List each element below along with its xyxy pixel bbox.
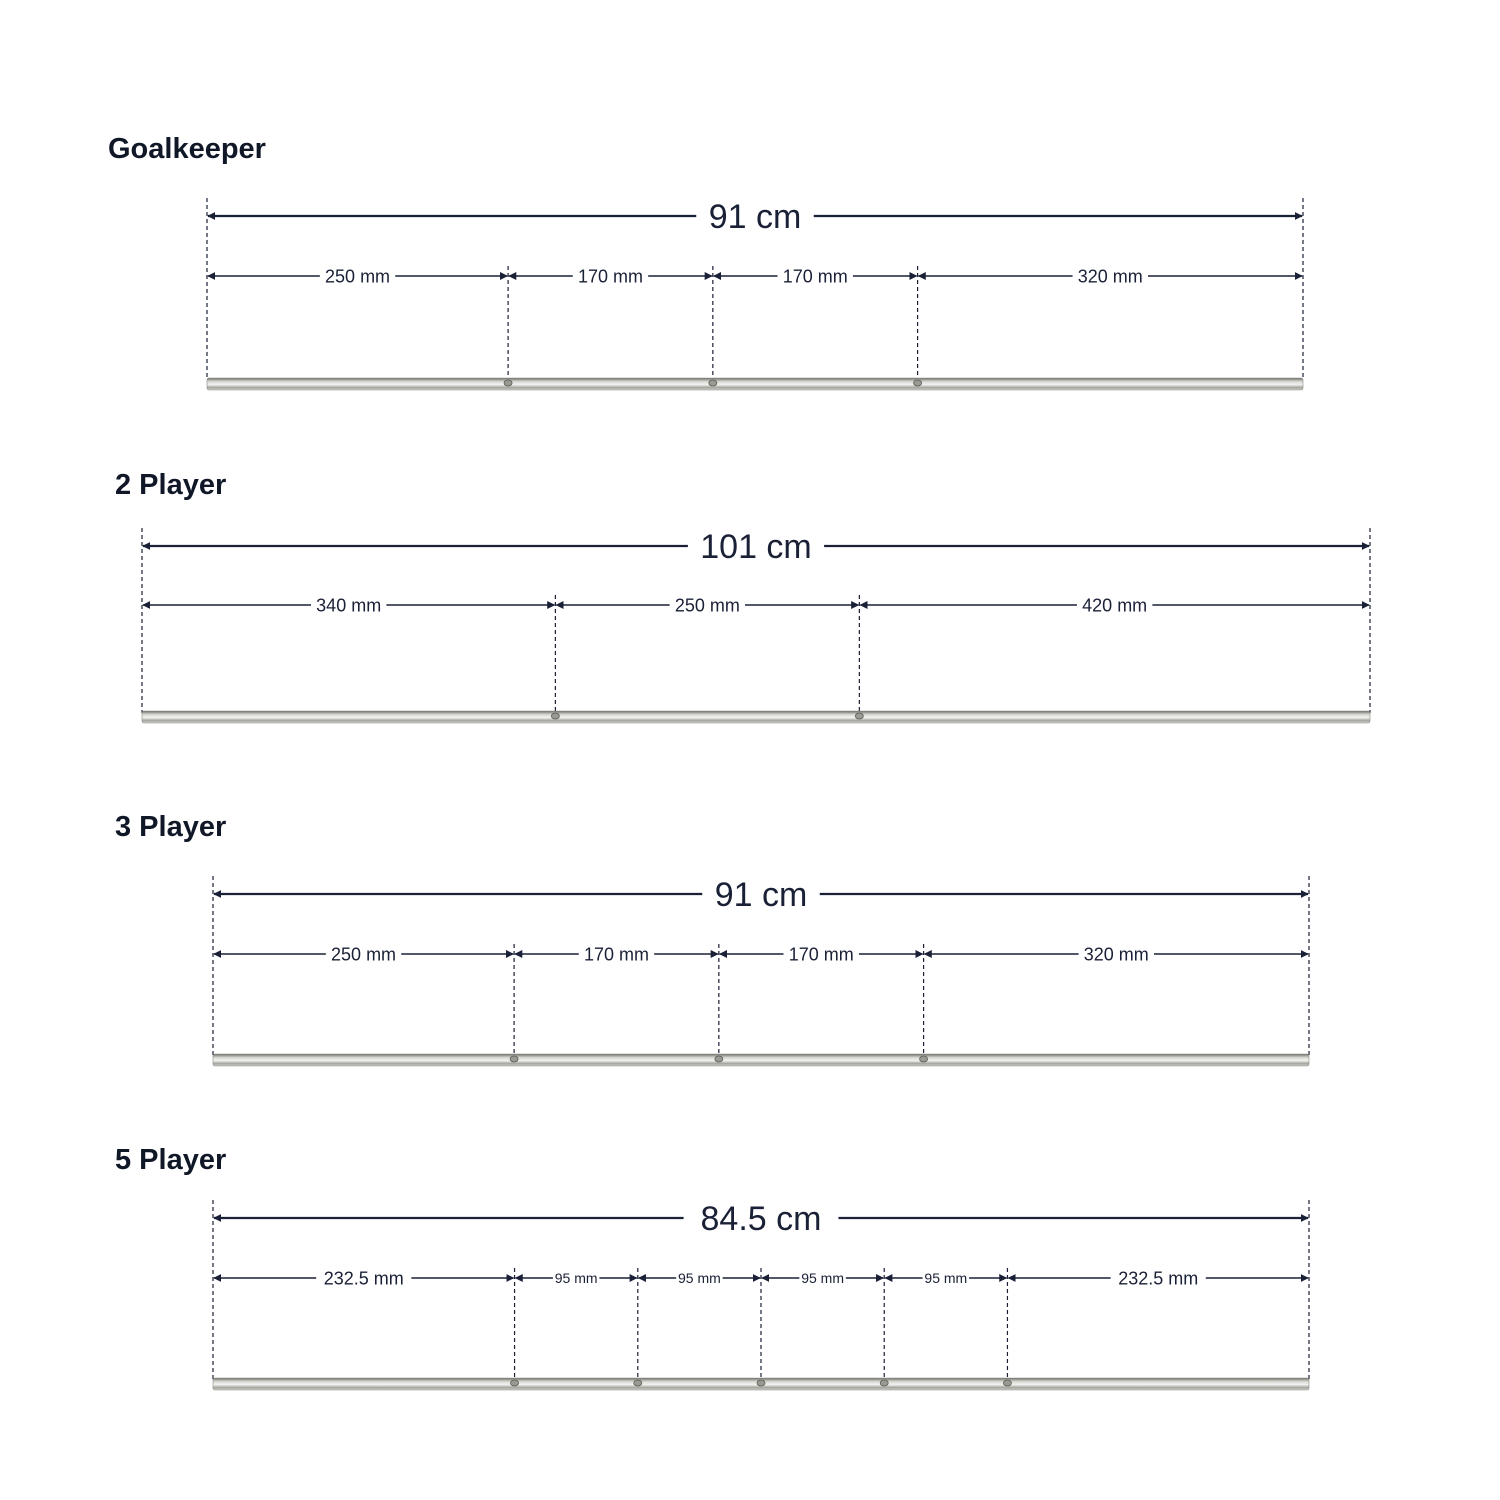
segment-dimension-label: 320 mm: [1083, 944, 1149, 965]
rod-hole: [709, 380, 717, 386]
rod-hole: [511, 1380, 519, 1386]
rod-hole: [504, 380, 512, 386]
rod-hole: [715, 1056, 723, 1062]
segment-dimension-label: 170 mm: [782, 266, 848, 287]
rod-hole: [880, 1380, 888, 1386]
rod-bar: [213, 1054, 1309, 1066]
segment-dimension-label: 95 mm: [677, 1270, 721, 1287]
rod-title: Goalkeeper: [108, 133, 266, 165]
segment-dimension-label: 250 mm: [325, 266, 391, 287]
segment-dimension-label: 170 mm: [788, 944, 854, 965]
rod-hole: [914, 380, 922, 386]
segment-dimension-label: 250 mm: [331, 944, 397, 965]
rod-hole: [1003, 1380, 1011, 1386]
segment-dimension-label: 320 mm: [1077, 266, 1143, 287]
rod-hole: [551, 713, 559, 719]
total-dimension-label: 84.5 cm: [700, 1200, 822, 1239]
rod-bar: [207, 378, 1303, 390]
rod-block-2: [115, 469, 1370, 723]
rod-block-1: [108, 133, 1303, 390]
rod-hole: [855, 713, 863, 719]
rod-title: 5 Player: [115, 1144, 227, 1176]
rod-hole: [634, 1380, 642, 1386]
rod-hole: [510, 1056, 518, 1062]
segment-dimension-label: 170 mm: [583, 944, 649, 965]
segment-dimension-label: 170 mm: [577, 266, 643, 287]
segment-dimension-label: 95 mm: [924, 1270, 968, 1287]
segment-dimension-label: 250 mm: [674, 595, 740, 616]
total-dimension-label: 91 cm: [714, 876, 808, 915]
segment-dimension-label: 340 mm: [316, 595, 382, 616]
rod-block-4: [115, 1144, 1309, 1390]
total-dimension-label: 91 cm: [708, 198, 802, 237]
segment-dimension-label: 232.5 mm: [1118, 1268, 1199, 1289]
rod-hole: [757, 1380, 765, 1386]
rod-title: 3 Player: [115, 811, 227, 843]
rod-hole: [920, 1056, 928, 1062]
total-dimension-label: 101 cm: [700, 528, 812, 567]
segment-dimension-label: 95 mm: [801, 1270, 845, 1287]
rod-bar: [142, 711, 1370, 723]
rod-title: 2 Player: [115, 469, 227, 501]
segment-dimension-label: 232.5 mm: [323, 1268, 404, 1289]
segment-dimension-label: 420 mm: [1082, 595, 1148, 616]
segment-dimension-label: 95 mm: [554, 1270, 598, 1287]
rod-block-3: [115, 811, 1309, 1066]
